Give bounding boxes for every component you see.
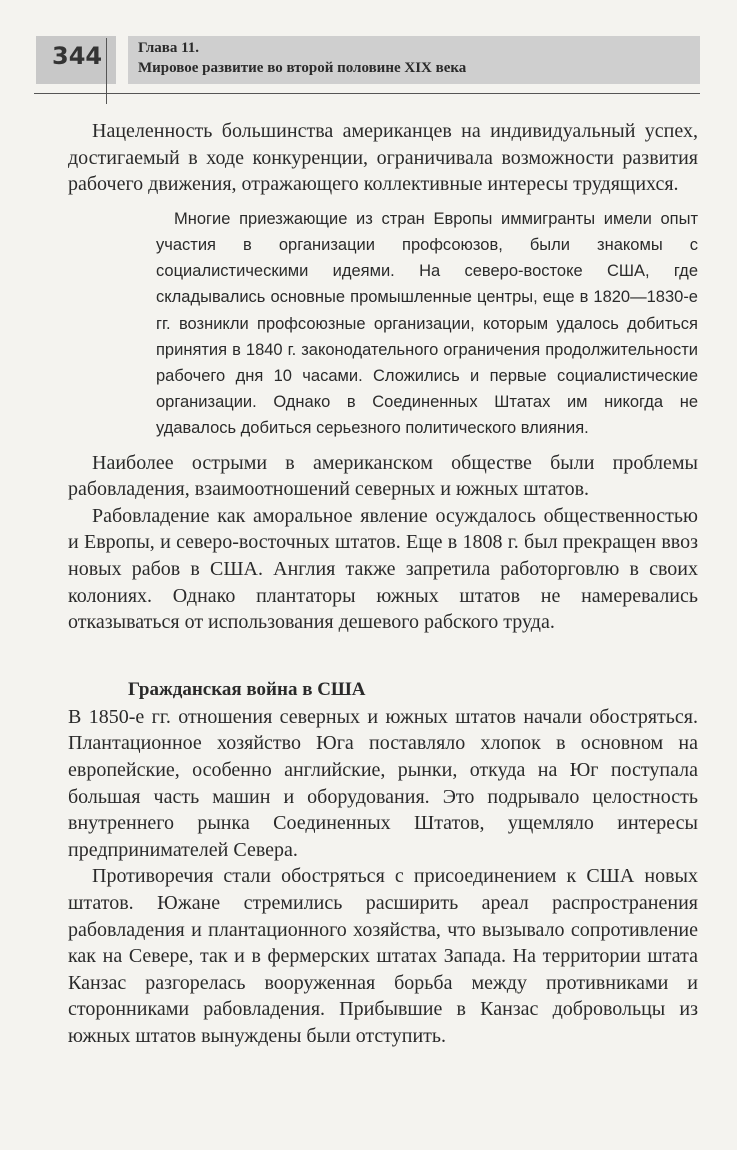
page-header <box>28 36 700 84</box>
chapter-title: Мировое развитие во второй половине XIX века <box>138 60 467 76</box>
chapter-label: Глава 11. <box>138 40 200 56</box>
page-number-box <box>36 36 116 84</box>
header-divider-vertical <box>106 38 107 104</box>
page-number: 344 <box>52 42 103 70</box>
paragraph-4: В 1850-е гг. отношения северных и южных штатов начали обостряться. Плантационное хозяйство Юга поставляло хлопок в основном на европейские, особенно английские, рынки, откуда на Юг поступала большая часть машин и оборудования. Это подрывало целостность внутреннего рынка Соединенных Штатов, ущемляло интересы предпринимателей Севера. <box>68 705 698 861</box>
paragraph-2: Наиболее острыми в американском обществе были проблемы рабовладения, взаимоотношений северных и южных штатов. <box>68 451 698 501</box>
chapter-header <box>128 36 700 84</box>
side-note: Многие приезжающие из стран Европы иммигранты имели опыт участия в организации профсоюзов, были знакомы с социалистическими идеями. На северо-востоке США, где складывались основные промышленные центры, еще в 1820—1830-е гг. возникли профсоюзные организации, которым удалось добиться принятия в 1840 г. законодательного ограничения продолжительности рабочего дня 10 часами. Сложились и первые социалистические организации. Однако в Соединенных Штатах им никогда не удавалось добиться серьезного политического влияния. <box>156 209 698 438</box>
paragraph-1: Нацеленность большинства американцев на индивидуальный успех, достигаемый в ходе конкуренции, ограничивала возможности развития рабочего движения, отражающего коллективные интересы трудящихся. <box>68 120 698 196</box>
page-body <box>68 118 698 1049</box>
paragraph-3: Рабовладение как аморальное явление осуждалось общественностью и Европы, и северо-восточных штатов. Еще в 1808 г. был прекращен ввоз новых рабов в США. Англия также запретила работорговлю в своих колониях. Однако плантаторы южных штатов не намеревались отказываться от использования дешевого рабского труда. <box>68 504 698 634</box>
section-heading: Гражданская война в США <box>128 678 366 700</box>
paragraph-5: Противоречия стали обостряться с присоединением к США новых штатов. Южане стремились расширить ареал распространения рабовладения и плантационного хозяйства, что вызывало сопротивление как на Севере, так и в фермерских штатах Запада. На территории штата Канзас разгорелась вооруженная борьба между противниками и сторонниками рабовладения. Прибывшие в Канзас добровольцы из южных штатов вынуждены были отступить. <box>68 865 698 1047</box>
header-divider <box>34 93 700 94</box>
